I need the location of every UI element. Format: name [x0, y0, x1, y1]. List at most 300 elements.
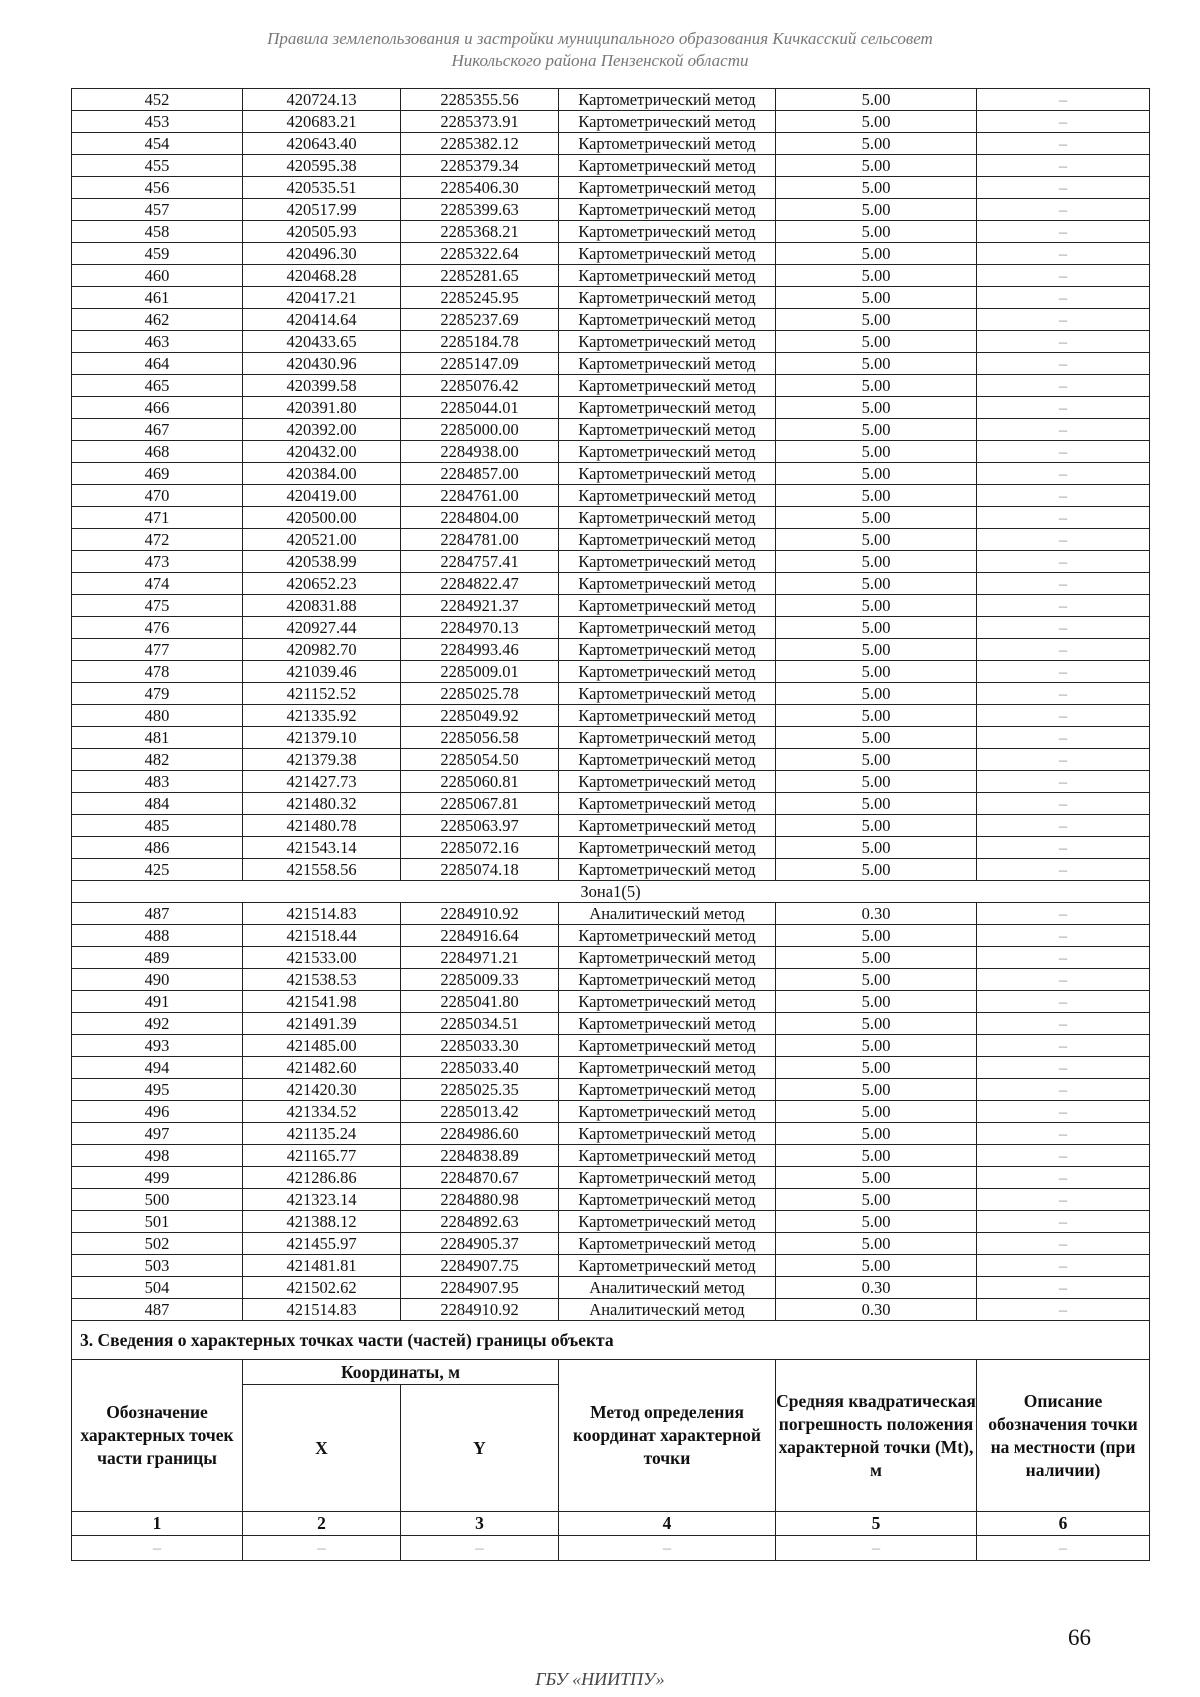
x-coordinate: 420419.00 [243, 485, 401, 507]
method: Картометрический метод [559, 749, 776, 771]
y-coordinate: 2285245.95 [401, 287, 559, 309]
point-number: 470 [72, 485, 243, 507]
header-line-2: Никольского района Пензенской области [451, 51, 749, 70]
y-coordinate: 2284907.95 [401, 1277, 559, 1299]
description: – [977, 903, 1150, 925]
header-line-1: Правила землепользования и застройки муниципального образования Кичкасский сельсовет [267, 29, 933, 48]
table-row [72, 1255, 1150, 1277]
mean-error: 5.00 [776, 199, 977, 221]
y-coordinate: 2285072.16 [401, 837, 559, 859]
mean-error: 5.00 [776, 529, 977, 551]
table-row [72, 309, 1150, 331]
table-row [72, 859, 1150, 881]
table-row [72, 639, 1150, 661]
header-point-designation: Обозначение характерных точек части границы [72, 1360, 243, 1512]
y-coordinate: 2285382.12 [401, 133, 559, 155]
mean-error: 5.00 [776, 837, 977, 859]
description: – [977, 155, 1150, 177]
table-row [72, 925, 1150, 947]
mean-error: 5.00 [776, 287, 977, 309]
y-coordinate: 2285033.40 [401, 1057, 559, 1079]
description: – [977, 309, 1150, 331]
method: Картометрический метод [559, 243, 776, 265]
table-row [72, 507, 1150, 529]
point-number: 495 [72, 1079, 243, 1101]
method: Картометрический метод [559, 705, 776, 727]
table-row [72, 133, 1150, 155]
mean-error: 5.00 [776, 133, 977, 155]
x-coordinate: 421039.46 [243, 661, 401, 683]
x-coordinate: 420430.96 [243, 353, 401, 375]
description: – [977, 353, 1150, 375]
description: – [977, 925, 1150, 947]
mean-error: 5.00 [776, 1123, 977, 1145]
method: Картометрический метод [559, 1079, 776, 1101]
point-number: 465 [72, 375, 243, 397]
x-coordinate: 420683.21 [243, 111, 401, 133]
point-number: 480 [72, 705, 243, 727]
y-coordinate: 2285041.80 [401, 991, 559, 1013]
point-number: 458 [72, 221, 243, 243]
y-coordinate: 2285054.50 [401, 749, 559, 771]
method: Картометрический метод [559, 551, 776, 573]
mean-error: 5.00 [776, 155, 977, 177]
y-coordinate: 2284970.13 [401, 617, 559, 639]
table-row [72, 661, 1150, 683]
mean-error: 5.00 [776, 221, 977, 243]
method: Картометрический метод [559, 507, 776, 529]
table-row [72, 727, 1150, 749]
point-number: 483 [72, 771, 243, 793]
x-coordinate: 421518.44 [243, 925, 401, 947]
method: Картометрический метод [559, 1189, 776, 1211]
method: Картометрический метод [559, 375, 776, 397]
table-row [72, 375, 1150, 397]
x-coordinate: 421543.14 [243, 837, 401, 859]
method: Картометрический метод [559, 1255, 776, 1277]
y-coordinate: 2284905.37 [401, 1233, 559, 1255]
point-number: 490 [72, 969, 243, 991]
x-coordinate: 421388.12 [243, 1211, 401, 1233]
column-number: 1 [72, 1512, 243, 1536]
table-row [72, 573, 1150, 595]
y-coordinate: 2284857.00 [401, 463, 559, 485]
y-coordinate: 2285184.78 [401, 331, 559, 353]
description: – [977, 727, 1150, 749]
y-coordinate: 2285379.34 [401, 155, 559, 177]
table-row [72, 1277, 1150, 1299]
table-row [72, 991, 1150, 1013]
x-coordinate: 420399.58 [243, 375, 401, 397]
method: Картометрический метод [559, 1211, 776, 1233]
point-number: 463 [72, 331, 243, 353]
y-coordinate: 2285009.01 [401, 661, 559, 683]
x-coordinate: 421379.38 [243, 749, 401, 771]
point-number: 486 [72, 837, 243, 859]
x-coordinate: 421323.14 [243, 1189, 401, 1211]
table-row [72, 1189, 1150, 1211]
table-row [72, 771, 1150, 793]
point-number: 489 [72, 947, 243, 969]
x-coordinate: 420982.70 [243, 639, 401, 661]
method: Картометрический метод [559, 969, 776, 991]
method: Картометрический метод [559, 1035, 776, 1057]
column-number: 3 [401, 1512, 559, 1536]
point-number: 474 [72, 573, 243, 595]
x-coordinate: 420391.80 [243, 397, 401, 419]
table-row [72, 353, 1150, 375]
mean-error: 5.00 [776, 243, 977, 265]
mean-error: 5.00 [776, 1189, 977, 1211]
mean-error: 0.30 [776, 1299, 977, 1321]
mean-error: 5.00 [776, 573, 977, 595]
x-coordinate: 421420.30 [243, 1079, 401, 1101]
point-number: 481 [72, 727, 243, 749]
method: Картометрический метод [559, 815, 776, 837]
mean-error: 0.30 [776, 1277, 977, 1299]
mean-error: 5.00 [776, 925, 977, 947]
x-coordinate: 420392.00 [243, 419, 401, 441]
section-3-title: 3. Сведения о характерных точках части (частей) границы объекта [72, 1321, 1150, 1360]
point-number: 487 [72, 903, 243, 925]
method: Картометрический метод [559, 89, 776, 111]
x-coordinate: 421427.73 [243, 771, 401, 793]
description: – [977, 463, 1150, 485]
table-row [72, 1167, 1150, 1189]
table-row [72, 199, 1150, 221]
empty-cell: – [977, 1536, 1150, 1561]
description: – [977, 89, 1150, 111]
y-coordinate: 2284822.47 [401, 573, 559, 595]
method: Картометрический метод [559, 947, 776, 969]
method: Картометрический метод [559, 1101, 776, 1123]
mean-error: 5.00 [776, 89, 977, 111]
method: Картометрический метод [559, 727, 776, 749]
point-number: 466 [72, 397, 243, 419]
column-numbers-row [72, 1512, 1150, 1536]
mean-error: 5.00 [776, 309, 977, 331]
method: Картометрический метод [559, 397, 776, 419]
description: – [977, 551, 1150, 573]
mean-error: 5.00 [776, 793, 977, 815]
point-number: 454 [72, 133, 243, 155]
mean-error: 5.00 [776, 661, 977, 683]
table-row [72, 1101, 1150, 1123]
table-row [72, 1035, 1150, 1057]
mean-error: 5.00 [776, 947, 977, 969]
table-row [72, 177, 1150, 199]
mean-error: 5.00 [776, 1167, 977, 1189]
method: Картометрический метод [559, 265, 776, 287]
point-number: 453 [72, 111, 243, 133]
mean-error: 5.00 [776, 353, 977, 375]
description: – [977, 1167, 1150, 1189]
table-row [72, 617, 1150, 639]
mean-error: 5.00 [776, 1013, 977, 1035]
section-3-header-row-1 [72, 1360, 1150, 1385]
x-coordinate: 421541.98 [243, 991, 401, 1013]
point-number: 487 [72, 1299, 243, 1321]
table-row [72, 595, 1150, 617]
mean-error: 5.00 [776, 111, 977, 133]
description: – [977, 199, 1150, 221]
point-number: 498 [72, 1145, 243, 1167]
x-coordinate: 420505.93 [243, 221, 401, 243]
point-number: 478 [72, 661, 243, 683]
description: – [977, 1255, 1150, 1277]
description: – [977, 991, 1150, 1013]
y-coordinate: 2285009.33 [401, 969, 559, 991]
mean-error: 5.00 [776, 683, 977, 705]
header-coordinates: Координаты, м [243, 1360, 559, 1385]
point-number: 497 [72, 1123, 243, 1145]
method: Картометрический метод [559, 1145, 776, 1167]
mean-error: 5.00 [776, 441, 977, 463]
mean-error: 5.00 [776, 639, 977, 661]
page-footer: ГБУ «НИИТПУ» [535, 1669, 665, 1689]
method: Картометрический метод [559, 1123, 776, 1145]
x-coordinate: 421502.62 [243, 1277, 401, 1299]
y-coordinate: 2284910.92 [401, 903, 559, 925]
point-number: 479 [72, 683, 243, 705]
mean-error: 5.00 [776, 419, 977, 441]
mean-error: 5.00 [776, 397, 977, 419]
table-row [72, 287, 1150, 309]
y-coordinate: 2285013.42 [401, 1101, 559, 1123]
x-coordinate: 421379.10 [243, 727, 401, 749]
description: – [977, 1101, 1150, 1123]
method: Картометрический метод [559, 287, 776, 309]
description: – [977, 397, 1150, 419]
point-number: 456 [72, 177, 243, 199]
point-number: 452 [72, 89, 243, 111]
method: Картометрический метод [559, 617, 776, 639]
mean-error: 5.00 [776, 265, 977, 287]
description: – [977, 1277, 1150, 1299]
mean-error: 5.00 [776, 1057, 977, 1079]
method: Картометрический метод [559, 155, 776, 177]
x-coordinate: 421533.00 [243, 947, 401, 969]
mean-error: 5.00 [776, 1255, 977, 1277]
empty-cell: – [72, 1536, 243, 1561]
x-coordinate: 421335.92 [243, 705, 401, 727]
mean-error: 5.00 [776, 969, 977, 991]
column-number: 2 [243, 1512, 401, 1536]
description: – [977, 111, 1150, 133]
point-number: 459 [72, 243, 243, 265]
point-number: 496 [72, 1101, 243, 1123]
point-number: 482 [72, 749, 243, 771]
table-row [72, 1299, 1150, 1321]
point-number: 457 [72, 199, 243, 221]
method: Картометрический метод [559, 683, 776, 705]
x-coordinate: 420384.00 [243, 463, 401, 485]
method: Картометрический метод [559, 925, 776, 947]
mean-error: 5.00 [776, 463, 977, 485]
y-coordinate: 2284880.98 [401, 1189, 559, 1211]
y-coordinate: 2285147.09 [401, 353, 559, 375]
mean-error: 5.00 [776, 617, 977, 639]
method: Картометрический метод [559, 177, 776, 199]
point-number: 477 [72, 639, 243, 661]
x-coordinate: 420432.00 [243, 441, 401, 463]
description: – [977, 771, 1150, 793]
method: Картометрический метод [559, 1057, 776, 1079]
empty-cell: – [559, 1536, 776, 1561]
description: – [977, 705, 1150, 727]
table-row [72, 441, 1150, 463]
y-coordinate: 2285049.92 [401, 705, 559, 727]
table-row [72, 815, 1150, 837]
y-coordinate: 2284971.21 [401, 947, 559, 969]
method: Картометрический метод [559, 1167, 776, 1189]
y-coordinate: 2285063.97 [401, 815, 559, 837]
x-coordinate: 420468.28 [243, 265, 401, 287]
y-coordinate: 2285060.81 [401, 771, 559, 793]
x-coordinate: 420535.51 [243, 177, 401, 199]
x-coordinate: 420652.23 [243, 573, 401, 595]
description: – [977, 595, 1150, 617]
description: – [977, 507, 1150, 529]
method: Картометрический метод [559, 441, 776, 463]
method: Картометрический метод [559, 793, 776, 815]
y-coordinate: 2284907.75 [401, 1255, 559, 1277]
point-number: 491 [72, 991, 243, 1013]
description: – [977, 419, 1150, 441]
mean-error: 5.00 [776, 485, 977, 507]
y-coordinate: 2285237.69 [401, 309, 559, 331]
method: Картометрический метод [559, 111, 776, 133]
empty-cell: – [776, 1536, 977, 1561]
mean-error: 5.00 [776, 705, 977, 727]
table-row [72, 419, 1150, 441]
x-coordinate: 421135.24 [243, 1123, 401, 1145]
table-row [72, 705, 1150, 727]
point-number: 467 [72, 419, 243, 441]
table-row [72, 1145, 1150, 1167]
point-number: 455 [72, 155, 243, 177]
point-number: 499 [72, 1167, 243, 1189]
description: – [977, 793, 1150, 815]
description: – [977, 749, 1150, 771]
mean-error: 5.00 [776, 507, 977, 529]
empty-data-row [72, 1536, 1150, 1561]
description: – [977, 683, 1150, 705]
method: Картометрический метод [559, 331, 776, 353]
description: – [977, 529, 1150, 551]
method: Аналитический метод [559, 903, 776, 925]
mean-error: 5.00 [776, 1035, 977, 1057]
header-mean-error: Средняя квадратическая погрешность положения характерной точки (Mt), м [776, 1360, 977, 1512]
y-coordinate: 2285355.56 [401, 89, 559, 111]
description: – [977, 133, 1150, 155]
x-coordinate: 420517.99 [243, 199, 401, 221]
point-number: 484 [72, 793, 243, 815]
mean-error: 5.00 [776, 595, 977, 617]
mean-error: 5.00 [776, 375, 977, 397]
y-coordinate: 2285322.64 [401, 243, 559, 265]
zone-points-part-2 [72, 903, 1150, 1321]
x-coordinate: 421480.32 [243, 793, 401, 815]
y-coordinate: 2284804.00 [401, 507, 559, 529]
description: – [977, 1145, 1150, 1167]
method: Картометрический метод [559, 309, 776, 331]
point-number: 469 [72, 463, 243, 485]
description: – [977, 243, 1150, 265]
x-coordinate: 421334.52 [243, 1101, 401, 1123]
mean-error: 5.00 [776, 749, 977, 771]
method: Картометрический метод [559, 199, 776, 221]
point-number: 473 [72, 551, 243, 573]
header-x: X [243, 1385, 401, 1512]
description: – [977, 1057, 1150, 1079]
y-coordinate: 2284986.60 [401, 1123, 559, 1145]
method: Картометрический метод [559, 837, 776, 859]
method: Картометрический метод [559, 463, 776, 485]
y-coordinate: 2285044.01 [401, 397, 559, 419]
x-coordinate: 421481.81 [243, 1255, 401, 1277]
x-coordinate: 420595.38 [243, 155, 401, 177]
table-row [72, 1079, 1150, 1101]
x-coordinate: 420433.65 [243, 331, 401, 353]
point-number: 488 [72, 925, 243, 947]
point-number: 475 [72, 595, 243, 617]
point-number: 493 [72, 1035, 243, 1057]
table-row [72, 243, 1150, 265]
x-coordinate: 420496.30 [243, 243, 401, 265]
point-number: 471 [72, 507, 243, 529]
section-3-row [72, 1321, 1150, 1360]
x-coordinate: 421538.53 [243, 969, 401, 991]
mean-error: 5.00 [776, 177, 977, 199]
method: Картометрический метод [559, 771, 776, 793]
x-coordinate: 420643.40 [243, 133, 401, 155]
description: – [977, 1123, 1150, 1145]
description: – [977, 1079, 1150, 1101]
description: – [977, 177, 1150, 199]
method: Картометрический метод [559, 133, 776, 155]
zone-label: Зона1(5) [72, 881, 1150, 903]
description: – [977, 837, 1150, 859]
table-row [72, 1057, 1150, 1079]
y-coordinate: 2285025.35 [401, 1079, 559, 1101]
point-number: 502 [72, 1233, 243, 1255]
description: – [977, 639, 1150, 661]
y-coordinate: 2285406.30 [401, 177, 559, 199]
mean-error: 5.00 [776, 331, 977, 353]
point-number: 464 [72, 353, 243, 375]
x-coordinate: 421514.83 [243, 903, 401, 925]
method: Картометрический метод [559, 573, 776, 595]
description: – [977, 1189, 1150, 1211]
method: Картометрический метод [559, 1233, 776, 1255]
y-coordinate: 2285067.81 [401, 793, 559, 815]
table-row [72, 1233, 1150, 1255]
mean-error: 5.00 [776, 991, 977, 1013]
header-description: Описание обозначения точки на местности (при наличии) [977, 1360, 1150, 1512]
table-row [72, 111, 1150, 133]
table-row [72, 969, 1150, 991]
y-coordinate: 2284921.37 [401, 595, 559, 617]
method: Картометрический метод [559, 859, 776, 881]
page-header [0, 28, 1200, 72]
table-row [72, 1013, 1150, 1035]
method: Картометрический метод [559, 991, 776, 1013]
description: – [977, 1035, 1150, 1057]
method: Картометрический метод [559, 353, 776, 375]
y-coordinate: 2284916.64 [401, 925, 559, 947]
table-row [72, 155, 1150, 177]
